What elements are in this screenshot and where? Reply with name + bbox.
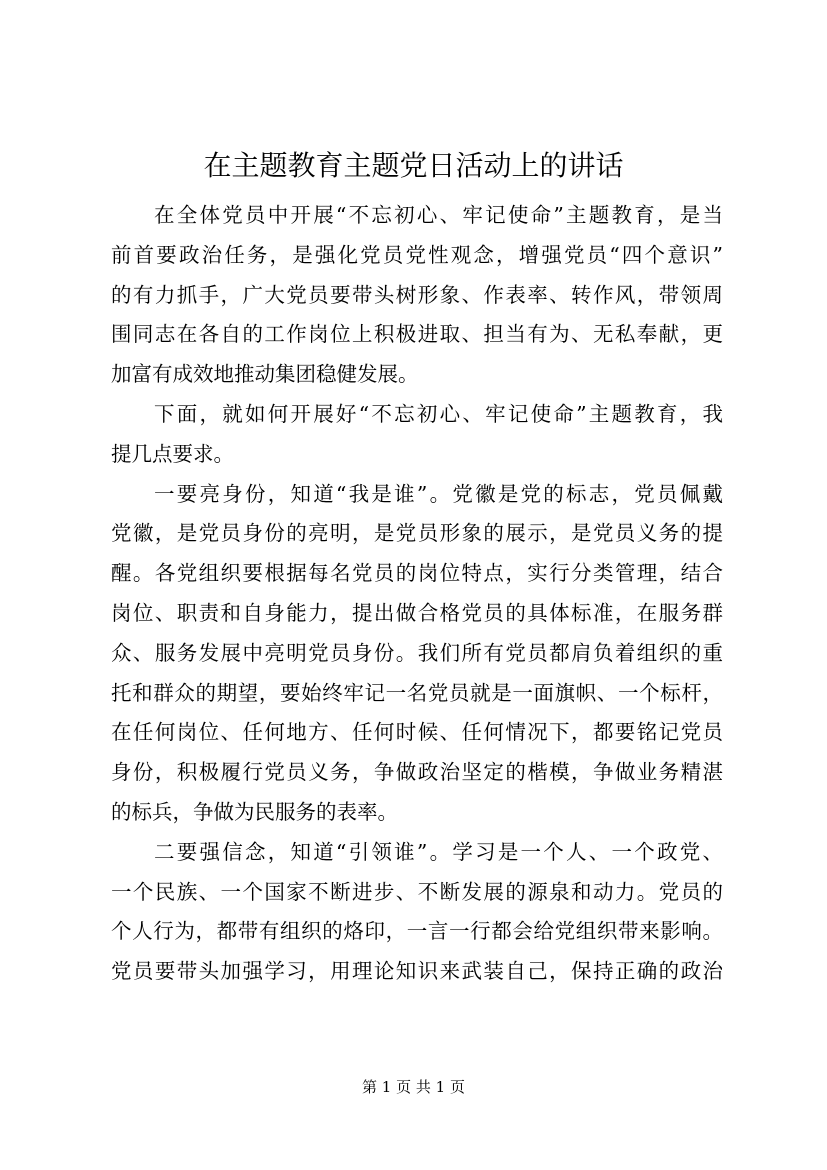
body-line: 提几点要求。 <box>111 441 234 466</box>
document-body <box>111 196 723 992</box>
page-footer: 第 1 页 共 1 页 <box>362 1078 465 1096</box>
body-line: 党徽，是党员身份的亮明，是党员形象的展示，是党员义务的提 <box>111 521 723 546</box>
body-line: 的有力抓手，广大党员要带头树形象、作表率、转作风，带领周 <box>111 282 723 307</box>
body-line: 一要亮身份，知道“我是谁”。党徽是党的标志，党员佩戴 <box>154 481 723 506</box>
body-line: 党员要带头加强学习，用理论知识来武装自己，保持正确的政治 <box>111 959 723 984</box>
body-line: 围同志在各自的工作岗位上积极进取、担当有为、无私奉献，更 <box>111 322 723 347</box>
document-title: 在主题教育主题党日活动上的讲话 <box>203 149 624 182</box>
body-line: 岗位、职责和自身能力，提出做合格党员的具体标准，在服务群 <box>111 600 723 625</box>
body-line: 身份，积极履行党员义务，争做政治坚定的楷模，争做业务精湛 <box>111 760 723 785</box>
body-line: 众、服务发展中亮明党员身份。我们所有党员都肩负着组织的重 <box>111 640 723 665</box>
body-line: 前首要政治任务，是强化党员党性观念，增强党员“四个意识” <box>111 242 723 267</box>
body-line: 一个民族、一个国家不断进步、不断发展的源泉和动力。党员的 <box>111 879 723 904</box>
body-line: 的标兵，争做为民服务的表率。 <box>111 799 398 824</box>
body-line: 醒。各党组织要根据每名党员的岗位特点，实行分类管理，结合 <box>111 561 723 586</box>
body-line: 个人行为，都带有组织的烙印，一言一行都会给党组织带来影响。 <box>111 919 723 944</box>
body-line: 在全体党员中开展“不忘初心、牢记使命”主题教育，是当 <box>154 203 723 227</box>
body-line: 托和群众的期望，要始终牢记一名党员就是一面旗帜、一个标杆， <box>111 680 723 705</box>
body-line: 在任何岗位、任何地方、任何时候、任何情况下，都要铭记党员 <box>111 720 723 745</box>
body-line: 二要强信念，知道“引领谁”。学习是一个人、一个政党、 <box>154 839 723 864</box>
body-line: 加富有成效地推动集团稳健发展。 <box>111 362 419 387</box>
body-line: 下面，就如何开展好“不忘初心、牢记使命”主题教育，我 <box>154 401 723 426</box>
